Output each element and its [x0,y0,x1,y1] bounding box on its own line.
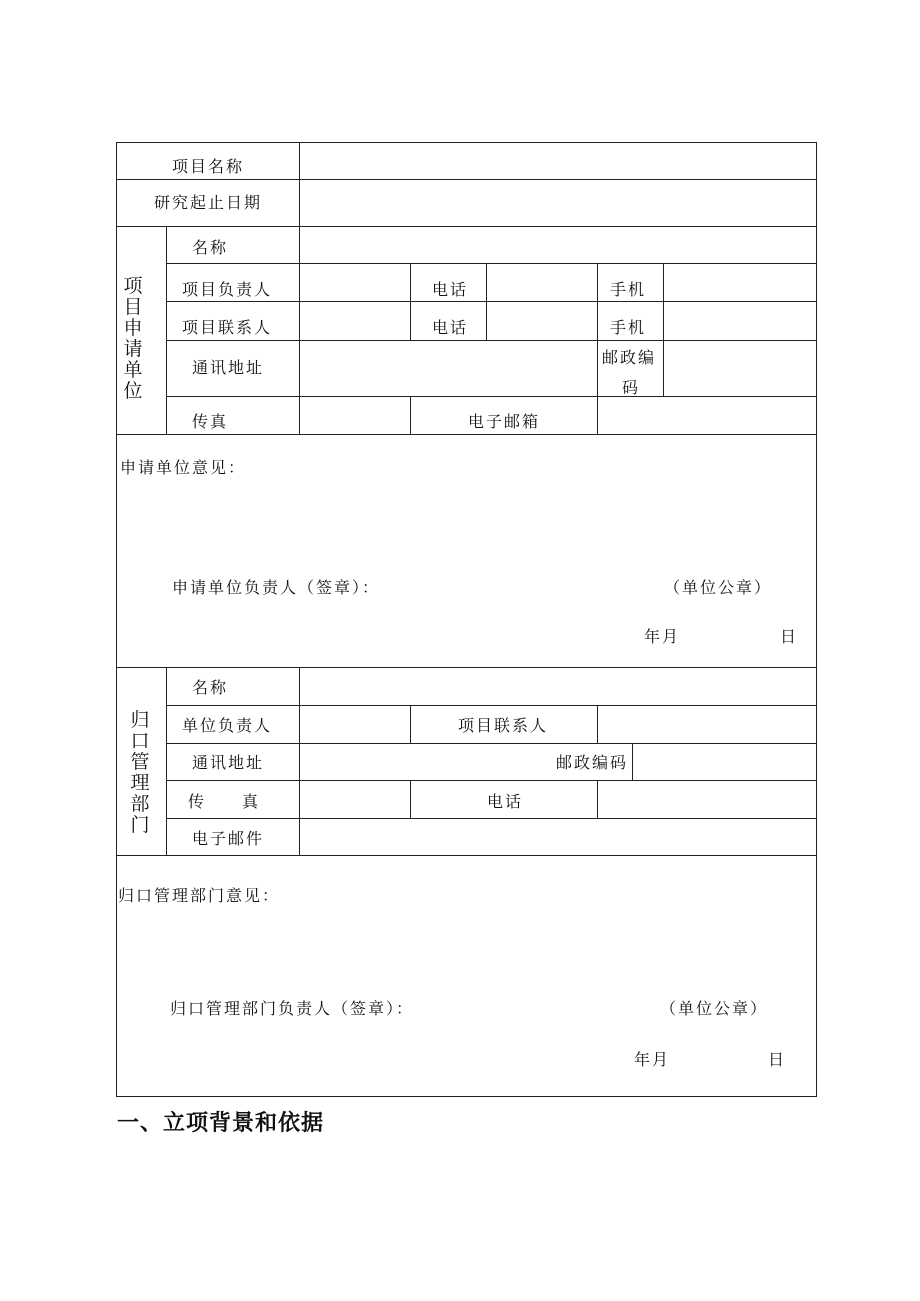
applicant-signer-label: 申请单位负责人（签章）： [172,578,381,597]
applicant-seal-label: （单位公章） [664,578,773,597]
email-label: 电子邮箱 [468,412,541,431]
address-label: 通讯地址 [192,358,265,377]
leader-mobile-label: 手机 [610,280,647,299]
unit-leader-field[interactable] [300,706,410,743]
applicant-date-year-month: 年月 [644,627,681,646]
col-divider [410,705,411,743]
col-divider [410,780,411,818]
address-field[interactable] [300,341,597,396]
project-leader-field[interactable] [300,264,410,301]
applicant-opinion-field[interactable] [117,482,816,662]
mgmt-email-label: 电子邮件 [192,829,265,848]
mgmt-date-day: 日 [768,1050,787,1069]
leader-phone-field[interactable] [487,264,597,301]
table-border-right [816,142,817,1097]
applicant-name-field[interactable] [300,227,816,263]
postcode-label-line2: 码 [622,378,641,397]
project-name-field[interactable] [300,143,816,179]
contact-phone-label: 电话 [432,318,469,337]
mgmt-phone-label: 电话 [487,792,524,811]
mgmt-dept-vertical-label: 归口管理部门 [130,709,150,836]
table-border-bottom [116,1096,817,1097]
mgmt-seal-label: （单位公章） [660,999,769,1018]
row-divider [116,434,817,435]
mgmt-postcode-label: 邮政编码 [556,753,629,772]
postcode-label-line1: 邮政编 [602,348,657,367]
col-divider [166,226,167,434]
mgmt-postcode-field[interactable] [633,744,816,780]
applicant-opinion-title: 申请单位意见： [120,458,247,477]
email-field[interactable] [598,397,816,434]
fax-field[interactable] [300,397,410,434]
mgmt-address-field[interactable] [300,744,550,780]
mgmt-contact-label: 项目联系人 [458,716,549,735]
section-heading: 一、立项背景和依据 [117,1111,325,1136]
mgmt-fax-label: 传 真 [188,792,261,811]
contact-mobile-label: 手机 [610,318,647,337]
unit-leader-label: 单位负责人 [182,716,273,735]
research-period-label: 研究起止日期 [154,193,263,212]
contact-phone-field[interactable] [487,302,597,340]
col-divider [166,667,167,855]
mgmt-name-label: 名称 [192,678,229,697]
research-period-field[interactable] [300,180,816,226]
leader-phone-label: 电话 [432,280,469,299]
fax-label: 传真 [192,412,229,431]
applicant-name-label: 名称 [192,238,229,257]
mgmt-address-label: 通讯地址 [192,753,265,772]
mgmt-contact-field[interactable] [598,706,816,743]
project-contact-field[interactable] [300,302,410,340]
postcode-field[interactable] [664,341,816,396]
applicant-unit-vertical-label: 项目申请单位 [123,275,143,402]
mgmt-phone-field[interactable] [598,781,816,818]
application-form-table [116,142,817,1097]
mgmt-email-field[interactable] [300,819,816,855]
col-divider [410,263,411,340]
applicant-date-day: 日 [780,627,799,646]
mgmt-signer-label: 归口管理部门负责人（签章）： [170,999,415,1018]
mgmt-fax-field[interactable] [300,781,410,818]
project-contact-label: 项目联系人 [182,318,273,337]
project-leader-label: 项目负责人 [182,280,273,299]
col-divider [410,396,411,434]
project-name-label: 项目名称 [172,157,245,176]
leader-mobile-field[interactable] [664,264,816,301]
row-divider [116,855,817,856]
mgmt-date-year-month: 年月 [634,1050,671,1069]
col-divider [597,263,598,396]
mgmt-opinion-title: 归口管理部门意见： [118,886,281,905]
contact-mobile-field[interactable] [664,302,816,340]
mgmt-name-field[interactable] [300,668,816,705]
